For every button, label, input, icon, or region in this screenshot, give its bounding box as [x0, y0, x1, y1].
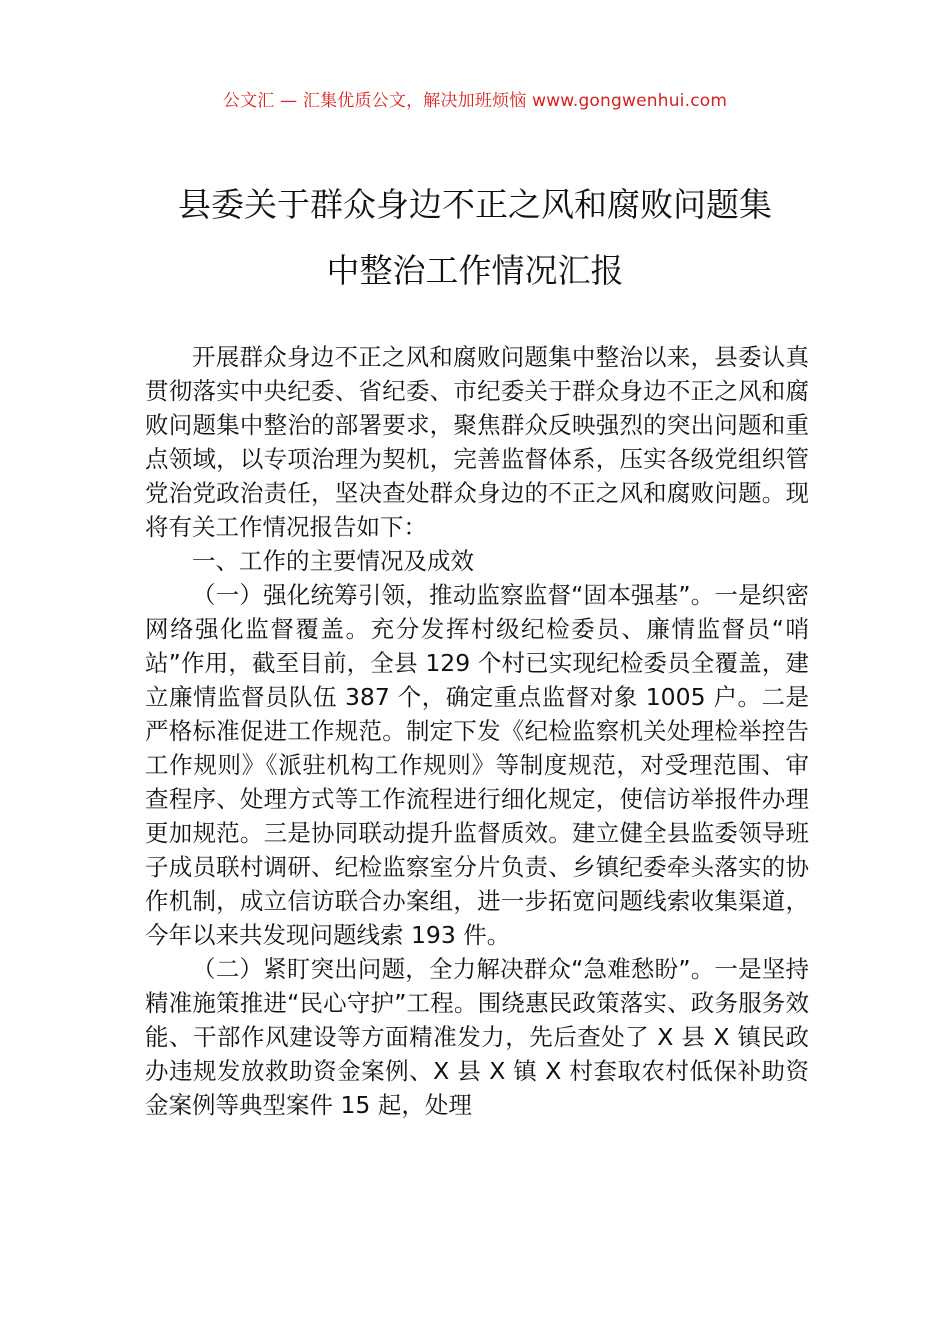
header-banner: 公文汇 — 汇集优质公文，解决加班烦恼 www.gongwenhui.com: [222, 91, 728, 111]
paragraph-section-1-2: （二）紧盯突出问题，全力解决群众“急难愁盼”。一是坚持精准施策推进“民心守护”工程。围绕惠民政策落实、政务服务效能、干部作风建设等方面精准发力，先后查处了 X 县 X 镇民政办违规发放救助资金案例、X 县 X 镇 X 村套取农村低保补助资金案例等典型案件 15 起，处理: [145, 955, 809, 1119]
section-heading-1: 一、工作的主要情况及成效: [192, 547, 474, 575]
document-title: [145, 172, 805, 304]
paragraph-section-1-1: （一）强化统筹引领，推动监察监督“固本强基”。一是织密网络强化监督覆盖。充分发挥村级纪检委员、廉情监督员“哨站”作用，截至目前，全县 129 个村已实现纪检委员全覆盖，建立廉情监督员队伍 387 个，确定重点监督对象 1005 户。二是严格标准促进工作规范。制定下发《纪检监察机关处理检举控告工作规则》《派驻机构工作规则》等制度规范，对受理范围、审查程序、处理方式等工作流程进行细化规定，使信访举报件办理更加规范。三是协同联动提升监督质效。建立健全县监委领导班子成员联村调研、纪检监察室分片负责、乡镇纪委牵头落实的协作机制，成立信访联合办案组，进一步拓宽问题线索收集渠道，今年以来共发现问题线索 193 件。: [145, 581, 809, 949]
title-line-2: 中整治工作情况汇报: [326, 251, 624, 290]
document-body: [145, 340, 809, 1122]
title-line-1: 县委关于群众身边不正之风和腐败问题集: [178, 185, 772, 224]
paragraph-intro: 开展群众身边不正之风和腐败问题集中整治以来，县委认真贯彻落实中央纪委、省纪委、市纪委关于群众身边不正之风和腐败问题集中整治的部署要求，聚焦群众反映强烈的突出问题和重点领域，以专项治理为契机，完善监督体系，压实各级党组织管党治党政治责任，坚决查处群众身边的不正之风和腐败问题。现将有关工作情况报告如下：: [145, 343, 809, 541]
